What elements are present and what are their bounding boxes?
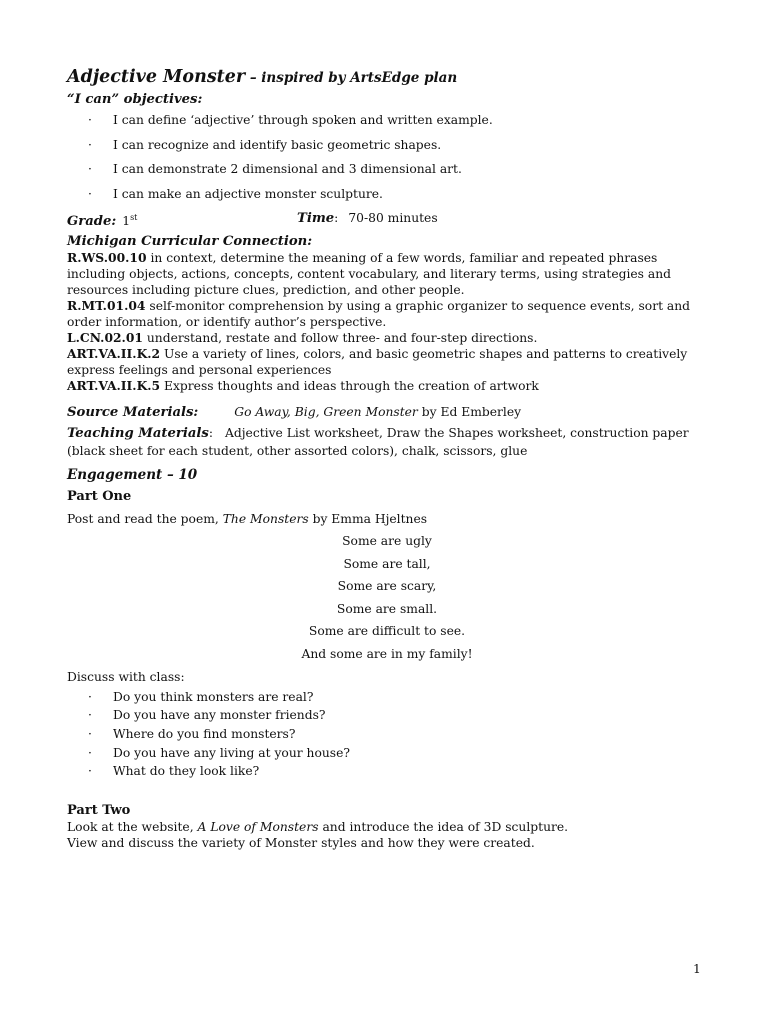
source-materials bbox=[67, 400, 707, 425]
poem bbox=[67, 530, 707, 666]
standard-item bbox=[67, 378, 707, 394]
intro-text: Post and read the poem, bbox=[67, 512, 223, 527]
teaching-label: Teaching Materials bbox=[67, 426, 209, 442]
teaching-materials bbox=[67, 425, 707, 459]
source-book-author: by Ed Emberley bbox=[417, 405, 522, 420]
time-colon: : bbox=[334, 211, 339, 225]
engagement-heading: Engagement – 10 bbox=[67, 467, 198, 484]
title-main: Adjective Monster bbox=[67, 67, 246, 87]
poem-line: Some are scary, bbox=[337, 579, 437, 594]
question-item: · What do they look like? bbox=[67, 762, 707, 781]
standard-item bbox=[67, 346, 707, 378]
page-number: 1 bbox=[693, 962, 701, 976]
standard-text: Use a variety of lines, colors, and basic geometric shapes and patterns to creatively express feelings and personal experiences bbox=[67, 347, 688, 378]
standard-code: ART.VA.II.K.5 bbox=[67, 378, 161, 394]
grade-value: 1 bbox=[122, 214, 131, 229]
question-item: · Do you think monsters are real? bbox=[67, 688, 707, 707]
poem-line: Some are difficult to see. bbox=[308, 624, 466, 639]
website-title: A Love of Monsters bbox=[197, 820, 319, 835]
poem-line: Some are tall, bbox=[343, 556, 431, 571]
standard-code: L.CN.02.01 bbox=[67, 330, 143, 346]
standard-item bbox=[67, 330, 707, 346]
michigan-connections bbox=[67, 250, 707, 394]
grade-suffix: st bbox=[130, 213, 138, 222]
objectives-heading: “I can” objectives: bbox=[67, 92, 203, 107]
question-item: · Where do you find monsters? bbox=[67, 725, 707, 744]
source-book-title: Go Away, Big, Green Monster bbox=[234, 405, 418, 420]
discussion-questions bbox=[67, 688, 707, 782]
objective-item: · I can make an adjective monster sculpture. bbox=[67, 182, 707, 207]
part-two-line bbox=[67, 819, 707, 835]
document-title bbox=[67, 66, 707, 89]
part-two-body bbox=[67, 819, 707, 851]
objective-item: · I can recognize and identify basic geometric shapes. bbox=[67, 133, 707, 158]
grade bbox=[67, 206, 297, 234]
question-item: · Do you have any living at your house? bbox=[67, 744, 707, 763]
standard-item bbox=[67, 298, 707, 330]
poem-author: by Emma Hjeltnes bbox=[308, 512, 428, 527]
standard-code: R.WS.00.10 bbox=[67, 250, 147, 266]
website-text: Look at the website, bbox=[67, 820, 198, 835]
standard-text: understand, restate and follow three- and four-step directions. bbox=[142, 331, 538, 346]
standard-item bbox=[67, 250, 707, 298]
time bbox=[297, 206, 438, 234]
grade-time-row bbox=[67, 206, 707, 234]
teaching-colon: : bbox=[208, 426, 213, 441]
time-value: 70-80 minutes bbox=[348, 211, 438, 225]
standard-code: R.MT.01.04 bbox=[67, 298, 146, 314]
standard-text: in context, determine the meaning of a few words, familiar and repeated phrases including objects, actions, concepts, content vocabulary, and literary terms, using strategies and resources including picture clues, prediction, and other people. bbox=[67, 251, 672, 298]
lesson-page bbox=[67, 66, 707, 851]
teaching-text: Adjective List worksheet, Draw the Shapes worksheet, construction paper (black sheet for each student, other assorted colors), chalk, scissors, glue bbox=[67, 426, 689, 458]
part-one-heading: Part One bbox=[67, 489, 132, 505]
source-label: Source Materials: bbox=[67, 405, 199, 421]
standard-text: Express thoughts and ideas through the creation of artwork bbox=[160, 379, 539, 394]
poem-line: Some are small. bbox=[336, 601, 438, 616]
title-subtitle: – inspired by ArtsEdge plan bbox=[245, 70, 458, 86]
poem-line: And some are in my family! bbox=[301, 647, 473, 662]
time-label: Time bbox=[297, 211, 335, 226]
objective-item: · I can define ‘adjective’ through spoken and written example. bbox=[67, 108, 707, 133]
poem-line: Some are ugly bbox=[342, 534, 432, 549]
discuss-label: Discuss with class: bbox=[67, 669, 185, 684]
grade-label: Grade: bbox=[67, 214, 117, 230]
standard-code: ART.VA.II.K.2 bbox=[67, 346, 161, 362]
objectives-list bbox=[67, 108, 707, 206]
question-item: · Do you have any monster friends? bbox=[67, 706, 707, 725]
part-two-heading: Part Two bbox=[67, 803, 131, 819]
michigan-heading: Michigan Curricular Connection: bbox=[67, 234, 313, 250]
objective-item: · I can demonstrate 2 dimensional and 3 dimensional art. bbox=[67, 157, 707, 182]
website-text-end: and introduce the idea of 3D sculpture. bbox=[318, 820, 569, 835]
part-two-line: View and discuss the variety of Monster styles and how they were created. bbox=[67, 836, 535, 851]
part-one-intro bbox=[67, 508, 707, 530]
poem-title: The Monsters bbox=[222, 512, 309, 527]
standard-text: self-monitor comprehension by using a graphic organizer to sequence events, sort and order information, or identify author’s perspective. bbox=[67, 299, 691, 330]
